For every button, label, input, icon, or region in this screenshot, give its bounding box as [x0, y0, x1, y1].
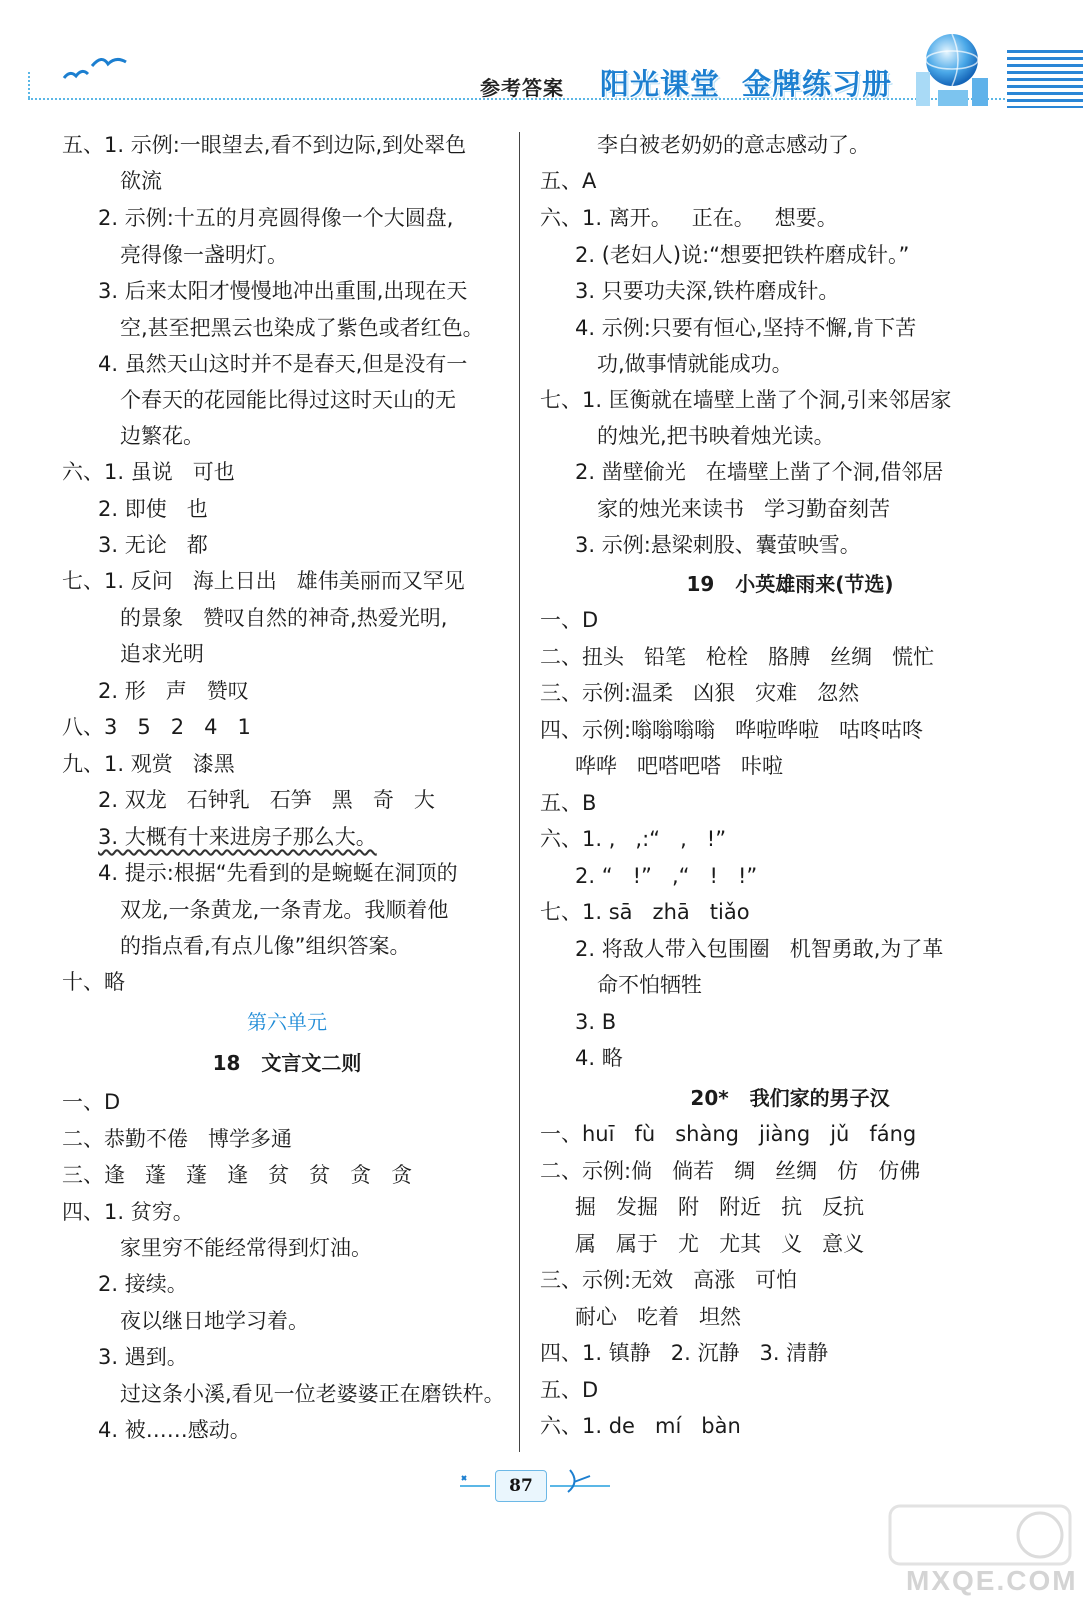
- answer-line: 4. 被……感动。: [98, 1418, 251, 1442]
- answer-line: 二、示例:倘 倘若 绸 丝绸 仿 仿佛: [540, 1159, 921, 1183]
- answer-line: 2. 即使 也: [98, 497, 208, 521]
- answer-line: 的指点看,有点儿像”组织答案。: [120, 934, 411, 958]
- answer-line: 五、D: [540, 1378, 599, 1402]
- answer-line: 五、1. 示例:一眼望去,看不到边际,到处翠色: [62, 133, 467, 157]
- answer-line: 2. (老妇人)说:“想要把铁杵磨成针。”: [575, 243, 910, 267]
- answer-line: 追求光明: [120, 642, 204, 666]
- answer-line: 的烛光,把书映着烛光读。: [597, 424, 835, 448]
- answer-line: 2. 示例:十五的月亮圆得像一个大圆盘,: [98, 206, 454, 230]
- answer-line: 2. 凿壁偷光 在墙壁上凿了个洞,借邻居: [575, 460, 944, 484]
- answer-line: 三、示例:温柔 凶狠 灾难 忽然: [540, 681, 860, 705]
- header-frame-decoration: [28, 72, 44, 98]
- answer-line: 3. 无论 都: [98, 533, 208, 557]
- answer-line: 2. “ !” ,“ ! !”: [575, 864, 758, 888]
- lesson-heading: 18 文言文二则: [212, 1051, 362, 1075]
- answer-line: 2. 双龙 石钟乳 石笋 黑 奇 大: [98, 788, 435, 812]
- answer-line: 七、1. 反问 海上日出 雄伟美丽而又罕见: [62, 569, 465, 593]
- header-reference-label: 参考答案: [480, 76, 564, 100]
- watermark-text: MXQE.COM: [906, 1565, 1078, 1596]
- answer-line: 四、示例:嗡嗡嗡嗡 哗啦哗啦 咕咚咕咚: [540, 718, 924, 742]
- answer-line: 3. 后来太阳才慢慢地冲出重围,出现在天: [98, 279, 468, 303]
- answer-line: 掘 发掘 附 附近 抗 反抗: [575, 1195, 865, 1219]
- answer-line: 过这条小溪,看见一位老婆婆正在磨铁杵。: [120, 1382, 505, 1406]
- unit-heading: 第六单元: [247, 1010, 327, 1034]
- answer-line: 三、逢 蓬 蓬 逢 贫 贫 贪 贪: [62, 1163, 413, 1187]
- answer-line: 李白被老奶奶的意志感动了。: [597, 133, 870, 157]
- answer-line: 家的烛光来读书 学习勤奋刻苦: [597, 497, 891, 521]
- globe-icon: [912, 22, 1002, 112]
- answer-line: 一、D: [540, 608, 599, 632]
- answer-line: 3. 遇到。: [98, 1345, 188, 1369]
- lesson-heading: 19 小英雄雨来(节选): [686, 572, 894, 596]
- answer-line: 空,甚至把黑云也染成了紫色或者红色。: [120, 316, 484, 340]
- answer-line: 七、1. sā zhā tiǎo: [540, 900, 750, 924]
- answer-line: 哗哗 吧嗒吧嗒 咔啦: [575, 754, 784, 778]
- answer-line: 边繁花。: [120, 424, 204, 448]
- answer-line: 亮得像一盏明灯。: [120, 243, 288, 267]
- brand-name-a: 阳光课堂: [600, 67, 721, 101]
- answer-line: 个春天的花园能比得过这时天山的无: [120, 388, 456, 412]
- answer-line: 六、1. 离开。 正在。 想要。: [540, 206, 838, 230]
- answer-line: 4. 略: [575, 1046, 623, 1070]
- answer-line: 二、扭头 铅笔 枪栓 胳膊 丝绸 慌忙: [540, 645, 935, 669]
- answer-line: 属 属于 尤 尤其 义 意义: [575, 1232, 865, 1256]
- birds-icon: [62, 52, 132, 86]
- answer-line: 十、略: [62, 970, 125, 994]
- answer-line: 四、1. 贫穷。: [62, 1200, 194, 1224]
- answer-line: 4. 虽然天山这时并不是春天,但是没有一: [98, 352, 468, 376]
- answer-line: 六、1. 虽说 可也: [62, 460, 235, 484]
- brand-name-b: 金牌练习册: [742, 67, 893, 101]
- answer-line: 欲流: [120, 169, 162, 193]
- answer-line: 命不怕牺牲: [597, 973, 702, 997]
- answer-line: 耐心 吃着 坦然: [575, 1305, 742, 1329]
- answer-line: 双龙,一条黄龙,一条青龙。我顺着他: [120, 898, 449, 922]
- header-brand-title: [600, 62, 892, 103]
- answer-line: 夜以继日地学习着。: [120, 1309, 309, 1333]
- page-number: 87: [495, 1470, 547, 1502]
- page-header: [0, 0, 1083, 120]
- answer-line: 二、恭勤不倦 博学多通: [62, 1127, 293, 1151]
- lesson-heading: 20* 我们家的男子汉: [690, 1086, 890, 1110]
- answer-line: 四、1. 镇静 2. 沉静 3. 清静: [540, 1341, 829, 1365]
- answer-line: 2. 将敌人带入包围圈 机智勇敢,为了革: [575, 937, 944, 961]
- answer-line: 一、D: [62, 1090, 121, 1114]
- answer-line: 的景象 赞叹自然的神奇,热爱光明,: [120, 606, 448, 630]
- answer-line: 九、1. 观赏 漆黑: [62, 752, 235, 776]
- answer-line: 3. 只要功夫深,铁杵磨成针。: [575, 279, 840, 303]
- answer-line: 2. 形 声 赞叹: [98, 679, 249, 703]
- answer-line: 功,做事情就能成功。: [597, 352, 793, 376]
- answer-line: 三、示例:无效 高涨 可怕: [540, 1268, 798, 1292]
- answer-line-underlined: 3. 大概有十来进房子那么大。: [98, 825, 377, 849]
- answer-line: 五、B: [540, 791, 597, 815]
- answer-line: 七、1. 匡衡就在墙壁上凿了个洞,引来邻居家: [540, 388, 952, 412]
- answer-line: 4. 示例:只要有恒心,坚持不懈,肯下苦: [575, 316, 917, 340]
- answer-line: 家里穷不能经常得到灯油。: [120, 1236, 372, 1260]
- answer-line: 五、A: [540, 169, 597, 193]
- answer-line: 六、1. de mí bàn: [540, 1414, 741, 1438]
- answer-line: 六、1. , ,:“ , !”: [540, 827, 727, 851]
- answer-line: 4. 提示:根据“先看到的是蜿蜒在洞顶的: [98, 861, 458, 885]
- column-divider: [519, 132, 520, 1452]
- answer-line: 八、3 5 2 4 1: [62, 715, 251, 739]
- answer-line: 2. 接续。: [98, 1272, 188, 1296]
- header-stripes-decoration: [1007, 50, 1083, 108]
- answer-line: 3. B: [575, 1010, 617, 1034]
- answer-line: 一、huī fù shàng jiàng jǔ fáng: [540, 1122, 917, 1146]
- answer-line: 3. 示例:悬梁刺股、囊萤映雪。: [575, 533, 861, 557]
